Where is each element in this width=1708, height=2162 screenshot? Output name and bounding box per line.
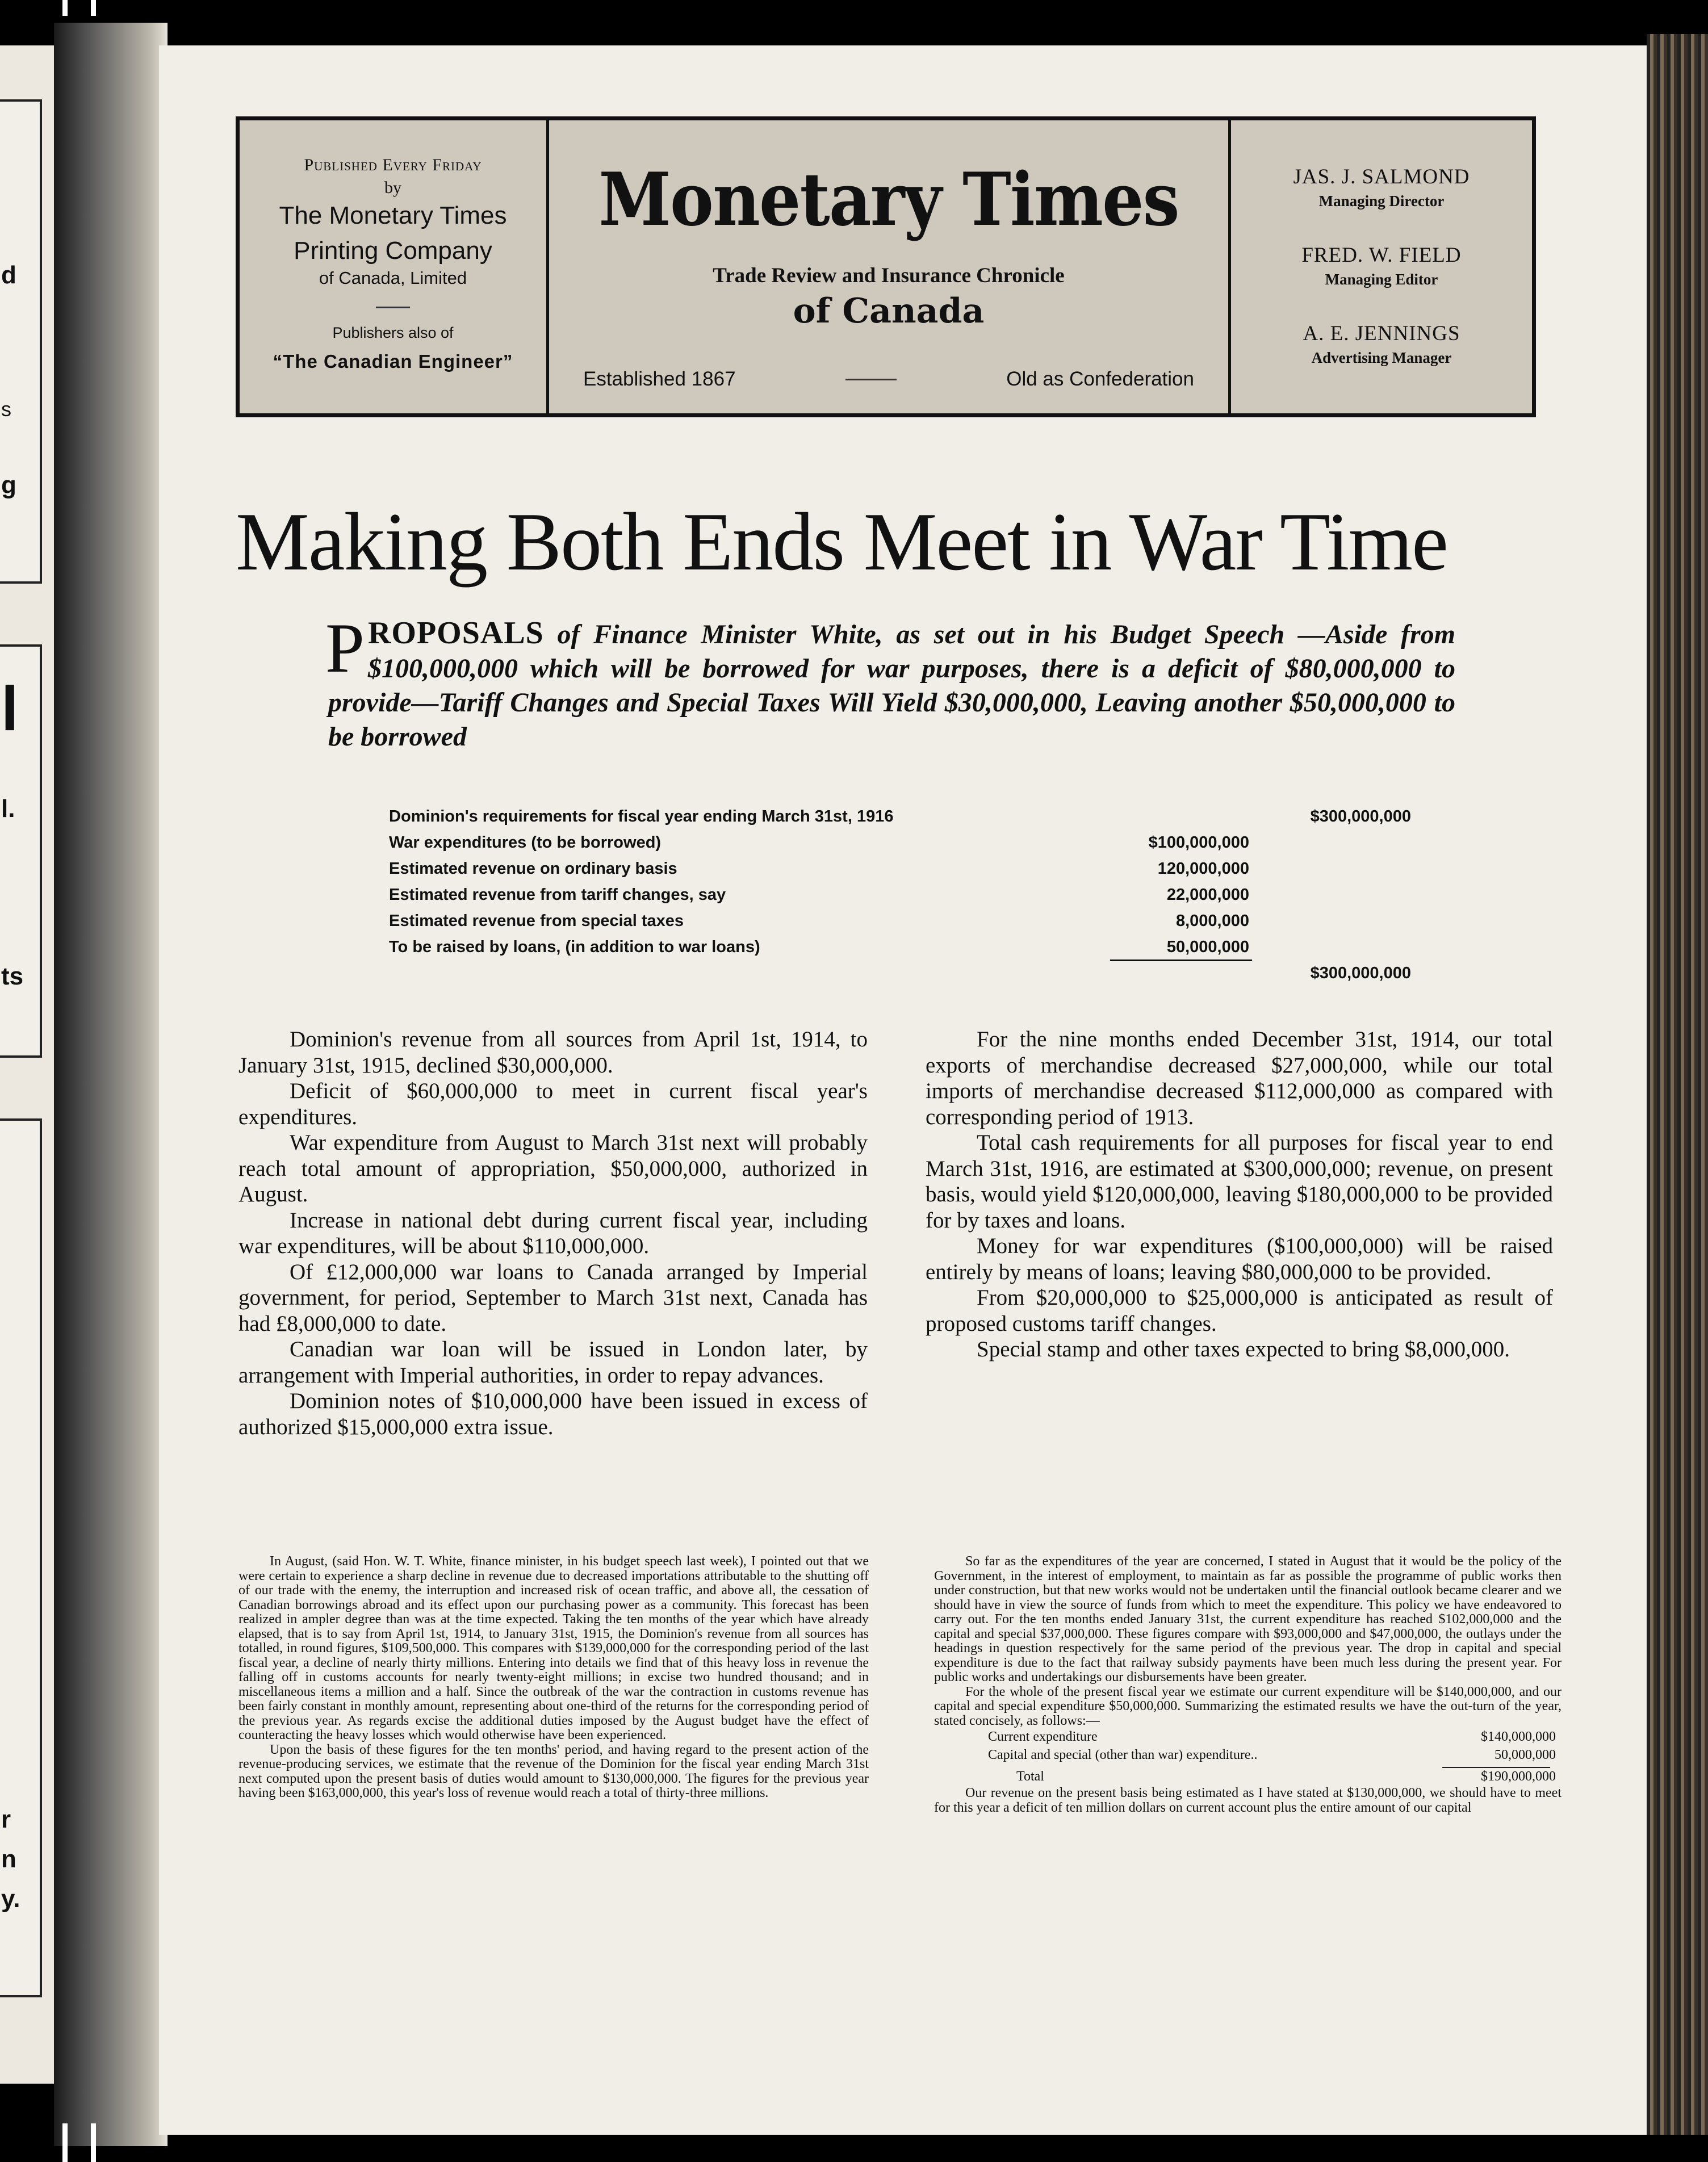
staff-name: FRED. W. FIELD: [1301, 244, 1462, 267]
adjacent-text-fragment: g: [1, 471, 16, 499]
row-amount: $100,000,000: [1148, 833, 1249, 852]
summary-row: [934, 1728, 1562, 1746]
summary-label: Current expenditure: [988, 1729, 1098, 1745]
by-text: by: [384, 178, 401, 197]
table-row: [389, 882, 1411, 908]
adjacent-text-fragment: s: [1, 397, 11, 421]
adjacent-text-fragment: l.: [1, 795, 15, 823]
summary-value: $140,000,000: [1481, 1729, 1556, 1745]
deck-lead: ROPOSALS: [367, 615, 544, 651]
body-column-right: [926, 1026, 1553, 1363]
staff-name: JAS. J. SALMOND: [1293, 165, 1470, 188]
book-edge: [1647, 34, 1708, 2135]
masthead-title-panel: [549, 120, 1231, 413]
film-mark: [62, 2123, 68, 2162]
masthead-publisher-panel: [240, 120, 549, 413]
deck-text: of Finance Minister White, as set out in his Budget Speech —Aside from $100,000,000 which will be borrowed for war purposes, there is a deficit of $80,000,000 to provide—Tariff Changes and Special Taxes Will Yield $30,000,000, Leaving another $50,000,000 to be borrowed: [328, 619, 1455, 752]
paragraph: Money for war expenditures ($100,000,000) will be raised entirely by means of loans; leaving $80,000,000 to be provided.: [926, 1234, 1553, 1284]
publisher-name: Printing Company: [294, 237, 492, 265]
sister-publication: “The Canadian Engineer”: [273, 351, 513, 372]
body-column-left: [238, 1026, 868, 1440]
table-row: [389, 934, 1411, 960]
adjacent-text-fragment: r: [1, 1805, 11, 1833]
paragraph: For the whole of the present fiscal year we estimate our current expenditure will be $140,000,000, and our capital and special expenditure $50,000,000. Summarizing the estimated results we have the out-turn of the year, stated concisely, as follows:—: [934, 1684, 1562, 1728]
row-label: Estimated revenue from tariff changes, say: [389, 885, 726, 904]
paragraph: Total cash requirements for all purposes for fiscal year to end March 31st, 1916, are estimated at $300,000,000; revenue, on present basis, would yield $120,000,000, leaving $180,000,000 to be provided for by taxes and loans.: [926, 1130, 1553, 1233]
paragraph: From $20,000,000 to $25,000,000 is anticipated as result of proposed customs tariff changes.: [926, 1285, 1553, 1336]
staff-role: Advertising Manager: [1311, 349, 1452, 366]
row-label: Estimated revenue on ordinary basis: [389, 859, 677, 878]
adjacent-text-fragment: n: [1, 1845, 16, 1873]
row-amount: 8,000,000: [1175, 911, 1249, 930]
row-amount: 50,000,000: [1166, 937, 1249, 956]
row-amount: 22,000,000: [1166, 885, 1249, 904]
adjacent-page-box: [0, 99, 42, 584]
divider: [376, 307, 410, 308]
adjacent-text-fragment: d: [1, 261, 16, 289]
publisher-name: The Monetary Times: [279, 202, 507, 229]
divider: [845, 379, 897, 380]
adjacent-text-fragment: ts: [1, 962, 24, 990]
speech-column-right: [934, 1555, 1562, 1815]
of-canada: of Canada: [793, 291, 985, 331]
paragraph: Upon the basis of these figures for the ten months' period, and having regard to the present action of the revenue-producing services, we estimate that the revenue of the Dominion for the fiscal year ending March 31st next computed upon the present basis of duties would amount to $130,000,000. The figures for the previous year having been $163,000,000, this year's loss of revenue would reach a total of thirty-three millions.: [238, 1742, 869, 1800]
summary-total-row: [934, 1768, 1562, 1786]
paragraph: Dominion notes of $10,000,000 have been issued in excess of authorized $15,000,000 extra issue.: [238, 1389, 868, 1439]
table-row: [389, 908, 1411, 934]
row-label: War expenditures (to be borrowed): [389, 833, 662, 852]
summary-label: Total: [1016, 1769, 1044, 1784]
paragraph: Canadian war loan will be issued in London later, by arrangement with Imperial authorities, in order to repay advances.: [238, 1337, 868, 1388]
staff-name: A. E. JENNINGS: [1303, 322, 1460, 345]
binding-gutter: [54, 23, 168, 2146]
row-amount: 120,000,000: [1157, 859, 1249, 878]
row-total: $300,000,000: [1310, 807, 1411, 826]
staff-role: Managing Director: [1318, 192, 1445, 210]
paragraph: Deficit of $60,000,000 to meet in current fiscal year's expenditures.: [238, 1079, 868, 1129]
grand-total: $300,000,000: [1310, 963, 1411, 982]
published-every-friday: Published Every Friday: [304, 156, 482, 174]
newspaper-logo: Monetary Times: [598, 157, 1179, 242]
paragraph: So far as the expenditures of the year are concerned, I stated in August that it would be the policy of the Government, in the interest of employment, to maintain as far as possible the programme of public works then under construction, but that new works would not be undertaken until the financial outlook became clearer and we should have in view the source of funds from which to meet the expenditure. This policy we have endeavored to carry out. For the ten months ended January 31st, the current expenditure has reached $102,000,000 and the capital and special $37,000,000. These figures compare with $93,000,000 and $47,000,000, the outlays under the headings in question respectively for the same period of the previous year. The drop in capital and special expenditure is due to the fact that railway subsidy payments have been much less during the present year. For public works and undertakings our disbursements have been greater.: [934, 1554, 1562, 1685]
old-as-confederation: Old as Confederation: [1006, 368, 1194, 390]
masthead-footer: [583, 368, 1194, 391]
paragraph: Increase in national debt during current fiscal year, including war expenditures, will be about $110,000,000.: [238, 1208, 868, 1258]
established-text: Established 1867: [583, 368, 736, 390]
speech-column-left: [238, 1555, 869, 1801]
headline: Making Both Ends Meet in War Time: [236, 496, 1447, 588]
paragraph: In August, (said Hon. W. T. White, finance minister, in his budget speech last week), I pointed out that we were certain to experience a sharp decline in revenue due to decreased importations attributable to the shutting off of our trade with the enemy, the interruption and increased risk of ocean traffic, and above all, the cessation of Canadian borrowings abroad and its effect upon our purchasing power as a community. This forecast has been realized in ampler degree than was at the time expected. Taking the ten months of the year which have already elapsed, that is to say from April 1st, 1914, to January 31st, 1915, the Dominion's revenue from all sources has totalled, in round figures, $109,500,000. This compares with $139,000,000 for the corresponding period of the last fiscal year, a decline of nearly thirty millions. Entering into details we find that of this heavy loss in revenue the falling off in customs accounts for nearly twenty-eight millions; in excise two hundred thousand; and in miscellaneous items a million and a half. Since the outbreak of the war the contraction in customs revenue has been fairly constant in monthly amount, representing about one-third of the returns for the corresponding period of the previous year. As regards excise the additional duties imposed by the August budget have the effect of counteracting the heavy losses which would otherwise have been experienced.: [238, 1554, 869, 1742]
summary-value: $190,000,000: [1481, 1769, 1556, 1784]
article-deck: [325, 609, 1455, 754]
paragraph: War expenditure from August to March 31st next will probably reach total amount of appropriation, $50,000,000, authorized in August.: [238, 1130, 868, 1206]
paragraph: Special stamp and other taxes expected to bring $8,000,000.: [977, 1337, 1510, 1361]
masthead-staff-panel: [1231, 120, 1532, 413]
publisher-name: of Canada, Limited: [319, 268, 467, 288]
film-mark: [91, 0, 96, 16]
summary-label: Capital and special (other than war) expenditure..: [988, 1748, 1258, 1763]
adjacent-text-fragment: l: [1, 674, 19, 744]
table-total-row: [389, 960, 1411, 986]
table-row: [389, 856, 1411, 882]
summary-row: [934, 1746, 1562, 1765]
paragraph: Of £12,000,000 war loans to Canada arranged by Imperial government, for period, September to March 31st next, Canada has had £8,000,000 to date.: [238, 1259, 868, 1336]
paragraph: Our revenue on the present basis being estimated as I have stated at $130,000,000, we should have to meet for this year a deficit of ten million dollars on current account plus the entire amount of our capital: [934, 1786, 1562, 1815]
finance-table: [389, 803, 1411, 986]
paragraph: Dominion's revenue from all sources from April 1st, 1914, to January 31st, 1915, declined $30,000,000.: [238, 1027, 868, 1078]
row-label: Dominion's requirements for fiscal year ending March 31st, 1916: [389, 807, 894, 826]
masthead: [236, 116, 1536, 417]
publishers-also: Publishers also of: [332, 324, 454, 341]
table-row: [389, 829, 1411, 856]
drop-cap: P: [325, 609, 365, 687]
film-mark: [91, 2123, 96, 2162]
row-label: Estimated revenue from special taxes: [389, 911, 684, 930]
staff-role: Managing Editor: [1325, 271, 1438, 288]
film-mark: [62, 0, 68, 16]
paragraph: For the nine months ended December 31st, 1914, our total exports of merchandise decreased $27,000,000, while our total imports of merchandise decreased $112,000,000 as compared with corresponding period of 1913.: [926, 1027, 1553, 1129]
row-label: To be raised by loans, (in addition to war loans): [389, 937, 760, 956]
summary-value: 50,000,000: [1494, 1748, 1556, 1763]
table-row: [389, 803, 1411, 829]
subtitle: Trade Review and Insurance Chronicle: [713, 264, 1065, 287]
adjacent-text-fragment: y.: [1, 1885, 20, 1913]
